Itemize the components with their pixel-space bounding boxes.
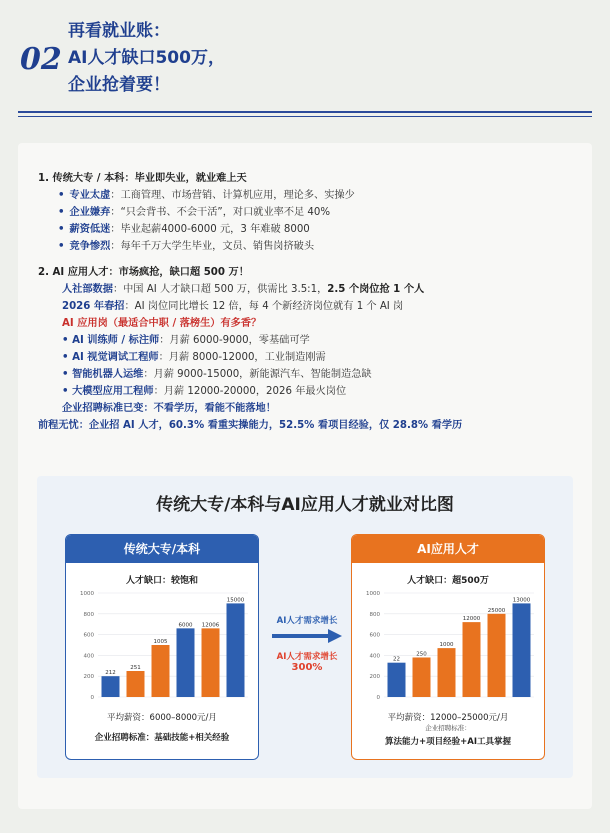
hiring-standard: 算法能力+项目经验+AI工具掌握 xyxy=(385,737,511,747)
bar xyxy=(152,645,170,697)
bar-value-label: 251 xyxy=(130,665,141,671)
spring-line xyxy=(38,298,578,315)
bar xyxy=(127,671,145,697)
job-text: ：月薪 6000-9000，零基础可学 xyxy=(159,335,310,346)
bar xyxy=(227,603,245,697)
bullet-key: 薪资低迷 xyxy=(69,224,111,235)
bullet-icon: • xyxy=(62,369,73,380)
spring-key: 2026 年春招 xyxy=(62,301,125,312)
growth-label: AI人才需求增长 xyxy=(276,616,338,626)
bar-chart xyxy=(70,589,254,707)
bar-value-label: 15000 xyxy=(226,597,245,604)
list-item xyxy=(38,332,578,349)
bullet-icon: • xyxy=(62,386,73,397)
job-key: AI 训练师 / 标注师 xyxy=(72,335,160,346)
bar-value-label: 1000 xyxy=(439,642,454,649)
article-text xyxy=(38,170,578,434)
ai-panel xyxy=(351,534,545,760)
list-item xyxy=(38,204,578,221)
section-number: 02 xyxy=(20,42,62,77)
bullet-text: ：毕业起薪4000-6000 元，3 年难破 8000 xyxy=(110,224,310,235)
outlook-line xyxy=(38,417,578,434)
bar-value-label: 12000 xyxy=(462,616,481,623)
list-item xyxy=(38,383,578,400)
growth-label: AI人才需求增长 xyxy=(276,652,338,662)
bar-chart xyxy=(356,589,540,707)
talent-gap: 人才缺口：较饱和 xyxy=(125,576,198,586)
talent-gap: 人才缺口：超500万 xyxy=(407,576,489,586)
standard-line: 企业招聘标准已变：不看学历，看能不能落地！ xyxy=(62,403,276,414)
section2-heading: 2. AI 应用人才：市场疯抢，缺口超 500 万！ xyxy=(38,267,249,278)
bar-value-label: 212 xyxy=(105,670,116,677)
bar xyxy=(177,628,195,697)
hiring-standard: 企业招聘标准：基础技能+相关经验 xyxy=(94,733,230,743)
list-item xyxy=(38,221,578,238)
y-tick-label: 1000 xyxy=(366,591,380,597)
bullet-icon: • xyxy=(58,224,65,235)
bar xyxy=(202,628,220,697)
title-line: 再看就业账： xyxy=(68,21,170,41)
bullet-key: 企业嫌弃 xyxy=(69,207,111,218)
bar xyxy=(102,676,120,697)
y-tick-label: 800 xyxy=(369,611,380,618)
bar-value-label: 13000 xyxy=(512,597,531,604)
spring-text: ：AI 岗位同比增长 12 倍，每 4 个新经济岗位就有 1 个 AI 岗 xyxy=(124,301,404,312)
y-tick-label: 600 xyxy=(83,632,94,639)
section1-heading: 1. 传统大专 / 本科：毕业即失业，就业难上天 xyxy=(38,173,247,184)
bar-value-label: 250 xyxy=(416,651,427,658)
title-line: AI人才缺口500万， xyxy=(68,48,225,68)
bullet-key: 竞争惨烈 xyxy=(69,241,111,252)
bar xyxy=(488,614,506,697)
growth-callout xyxy=(265,614,349,673)
y-tick-label: 0 xyxy=(376,695,380,701)
data-line xyxy=(38,281,578,298)
bullet-key: 专业太虚 xyxy=(69,190,111,201)
bullet-icon: • xyxy=(58,241,65,252)
jobs-subheading: AI 应用岗（最适合中职 / 落榜生）有多香？ xyxy=(62,318,262,329)
bullet-text: ：工商管理、市场营销、计算机应用，理论多、实操少 xyxy=(110,190,355,201)
list-item xyxy=(38,187,578,204)
bullet-icon: • xyxy=(62,335,73,346)
y-tick-label: 0 xyxy=(90,695,94,701)
growth-value: 300% xyxy=(291,662,323,673)
y-tick-label: 200 xyxy=(83,674,94,681)
y-tick-label: 400 xyxy=(83,653,94,660)
outlook-text: ：企业招 AI 人才，60.3% 看重实操能力，52.5% 看项目经验，仅 28.8% 看学历 xyxy=(78,420,463,431)
bullet-icon: • xyxy=(58,190,65,201)
y-tick-label: 400 xyxy=(369,653,380,660)
bar-value-label: 12006 xyxy=(201,622,220,629)
bar-value-label: 1005 xyxy=(153,639,168,645)
bar-value-label: 22 xyxy=(393,656,400,663)
job-text: ：月薪 12000-20000，2026 年最火岗位 xyxy=(153,386,347,397)
job-key: AI 视觉调试工程师 xyxy=(72,352,159,363)
data-text: ：中国 AI 人才缺口超 500 万，供需比 3.5:1， xyxy=(112,284,328,295)
bar xyxy=(463,622,481,697)
bullet-text: ：每年千万大学生毕业，文员、销售岗挤破头 xyxy=(110,241,315,252)
traditional-panel xyxy=(65,534,259,760)
section-header xyxy=(0,0,610,120)
y-tick-label: 600 xyxy=(369,632,380,639)
outlook-key: 前程无忧 xyxy=(38,420,79,431)
infographic-title: 传统大专/本科与AI应用人才就业对比图 xyxy=(156,495,454,515)
y-tick-label: 800 xyxy=(83,611,94,618)
list-item xyxy=(38,366,578,383)
bullet-text: ：“只会背书、不会干活”，对口就业率不足 40% xyxy=(110,207,331,218)
data-key: 人社部数据 xyxy=(62,284,113,295)
panel-header: 传统大专/本科 xyxy=(66,535,258,563)
y-tick-label: 200 xyxy=(369,674,380,681)
job-key: 大模型应用工程师 xyxy=(72,386,154,397)
job-text: ：月薪 8000-12000，工业制造刚需 xyxy=(158,352,326,363)
hiring-standard-label: 企业招聘标准： xyxy=(425,724,471,732)
content-card xyxy=(18,143,592,809)
title-line: 企业抢着要！ xyxy=(68,75,170,95)
list-item xyxy=(38,238,578,255)
comparison-infographic xyxy=(37,476,573,778)
avg-salary: 平均薪资：12000–25000元/月 xyxy=(387,713,509,723)
bar xyxy=(438,648,456,697)
divider-thick xyxy=(18,111,592,113)
list-item xyxy=(38,349,578,366)
bar-value-label: 6000 xyxy=(178,622,193,629)
arrow-right-icon xyxy=(272,629,342,643)
bar-value-label: 25000 xyxy=(487,607,506,614)
section-title xyxy=(68,18,225,99)
bar xyxy=(388,663,406,697)
data-bold: 2.5 个岗位抢 1 个人 xyxy=(327,284,425,295)
avg-salary: 平均薪资：6000–8000元/月 xyxy=(107,713,217,723)
bar xyxy=(413,657,431,697)
divider-thin xyxy=(18,116,592,117)
job-key: 智能机器人运维 xyxy=(72,369,144,380)
job-text: ：月薪 9000-15000，新能源汽车、智能制造急缺 xyxy=(143,369,372,380)
panel-header: AI应用人才 xyxy=(352,535,544,563)
bullet-icon: • xyxy=(58,207,65,218)
y-tick-label: 1000 xyxy=(80,591,94,597)
bar xyxy=(513,603,531,697)
bullet-icon: • xyxy=(62,352,73,363)
